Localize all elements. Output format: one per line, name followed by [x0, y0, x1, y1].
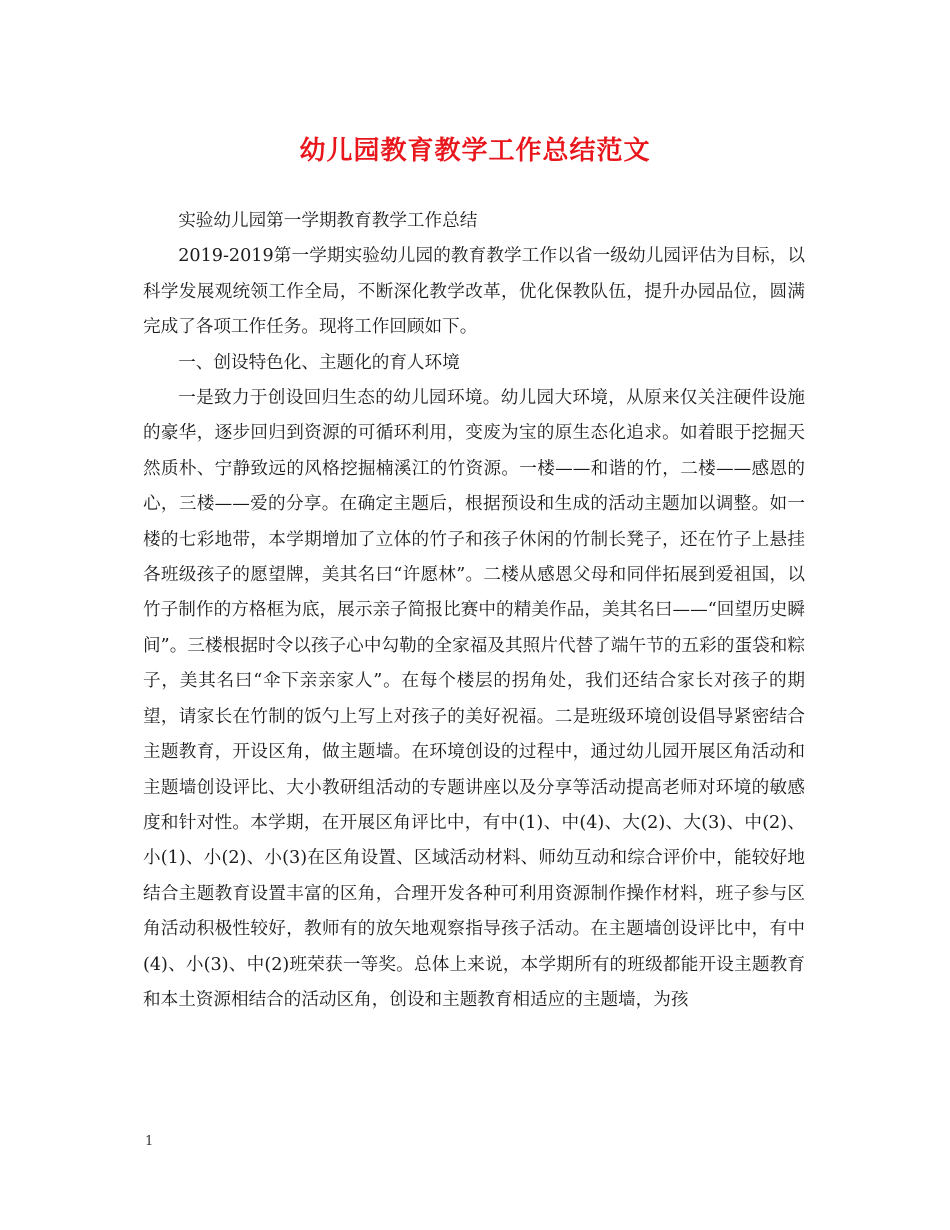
subtitle-paragraph: 实验幼儿园第一学期教育教学工作总结 — [178, 211, 478, 231]
body-paragraph: 一是致力于创设回归生态的幼儿园环境。幼儿园大环境，从原来仅关注硬件设施的豪华，逐步回归到资源的可循环利用，变废为宝的原生态化追求。如着眼于挖掘天然质朴、宁静致远的风格挖掘楠溪江的竹资源。一楼——和谐的竹，二楼——感恩的心，三楼——爱的分享。在确定主题后，根据预设和生成的活动主题加以调整。如一楼的七彩地带，本学期增加了立体的竹子和孩子休闲的竹制长凳子，还在竹子上悬挂各班级孩子的愿望牌，美其名曰“许愿林”。二楼从感恩父母和同伴拓展到爱祖国，以竹子制作的方格框为底，展示亲子简报比赛中的精美作品，美其名曰——“回望历史瞬间”。三楼根据时令以孩子心中勾勒的全家福及其照片代替了端午节的五彩的蛋袋和粽子，美其名曰“伞下亲亲家人”。在每个楼层的拐角处，我们还结合家长对孩子的期望，请家长在竹制的饭勺上写上对孩子的美好祝福。二是班级环境创设倡导紧密结合主题教育，开设区角，做主题墙。在环境创设的过程中，通过幼儿园开展区角活动和主题墙创设评比、大小教研组活动的专题讲座以及分享等活动提高老师对环境的敏感度和针对性。本学期，在开展区角评比中，有中(1)、中(4)、大(2)、大(3)、中(2)、小(1)、小(2)、小(3)在区角设置、区域活动材料、师幼互动和综合评价中，能较好地结合主题教育设置丰富的区角，合理开发各种可利用资源制作操作材料，班子参与区角活动积极性较好，教师有的放矢地观察指导孩子活动。在主题墙创设评比中，有中(4)、小(3)、中(2)班荣获一等奖。总体上来说，本学期所有的班级都能开设主题教育和本土资源相结合的活动区角，创设和主题教育相适应的主题墙，为孩 — [143, 388, 805, 1010]
section-heading: 一、创设特色化、主题化的育人环境 — [178, 352, 460, 373]
document-title: 幼儿园教育教学工作总结范文 — [299, 136, 651, 166]
page-number: 1 — [145, 1134, 154, 1149]
document-body — [143, 204, 805, 1018]
intro-paragraph: 2019-2019第一学期实验幼儿园的教育教学工作以省一级幼儿园评估为目标，以科学发展观统领工作全局，不断深化教学改革，优化保教队伍，提升办园品位，圆满完成了各项工作任务。现将工作回顾如下。 — [143, 246, 805, 338]
